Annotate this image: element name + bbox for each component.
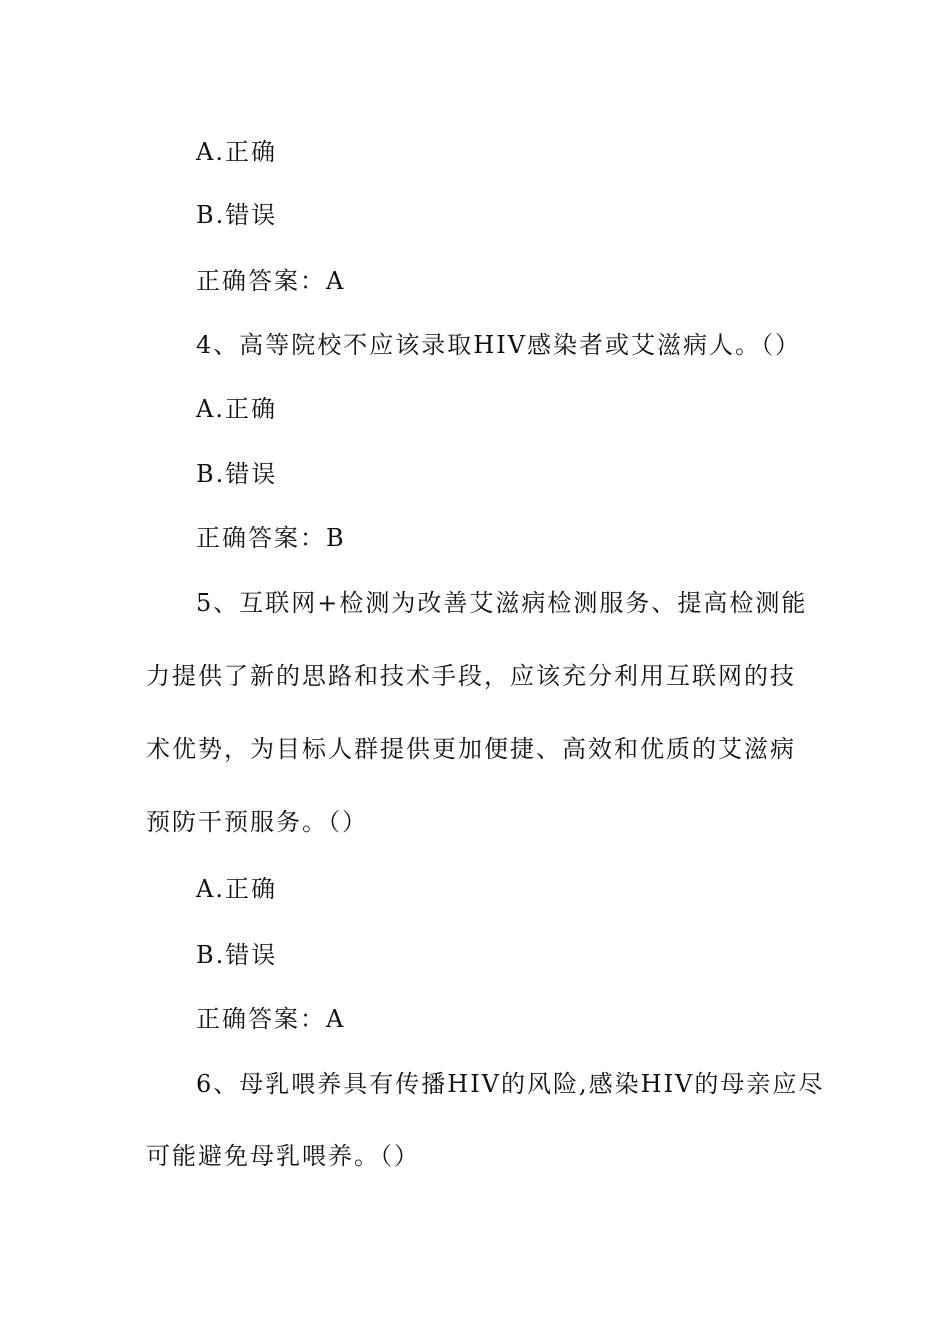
q6-question-line-2: 可能避免母乳喂养。（）: [146, 1142, 420, 1170]
q3-option-b: B.错误: [196, 201, 278, 229]
q5-question-line-3: 术优势，为目标人群提供更加便捷、高效和优质的艾滋病: [146, 735, 796, 763]
q4-option-a: A.正确: [196, 395, 277, 423]
q3-answer: 正确答案：A: [196, 267, 346, 295]
q4-answer: 正确答案：B: [196, 524, 346, 552]
q5-question-line-1: 5、互联网+检测为改善艾滋病检测服务、提高检测能: [196, 589, 808, 617]
q3-option-a: A.正确: [196, 138, 277, 166]
q6-question-line-1: 6、母乳喂养具有传播HIV的风险,感染HIV的母亲应尽: [196, 1070, 825, 1098]
q5-question-line-4: 预防干预服务。（）: [146, 808, 368, 836]
q5-option-b: B.错误: [196, 941, 278, 969]
q4-option-b: B.错误: [196, 460, 278, 488]
q5-option-a: A.正确: [196, 875, 277, 903]
q5-question-line-2: 力提供了新的思路和技术手段，应该充分利用互联网的技: [146, 662, 796, 690]
q4-question: 4、高等院校不应该录取HIV感染者或艾滋病人。（）: [196, 331, 802, 359]
q5-answer: 正确答案：A: [196, 1005, 346, 1033]
